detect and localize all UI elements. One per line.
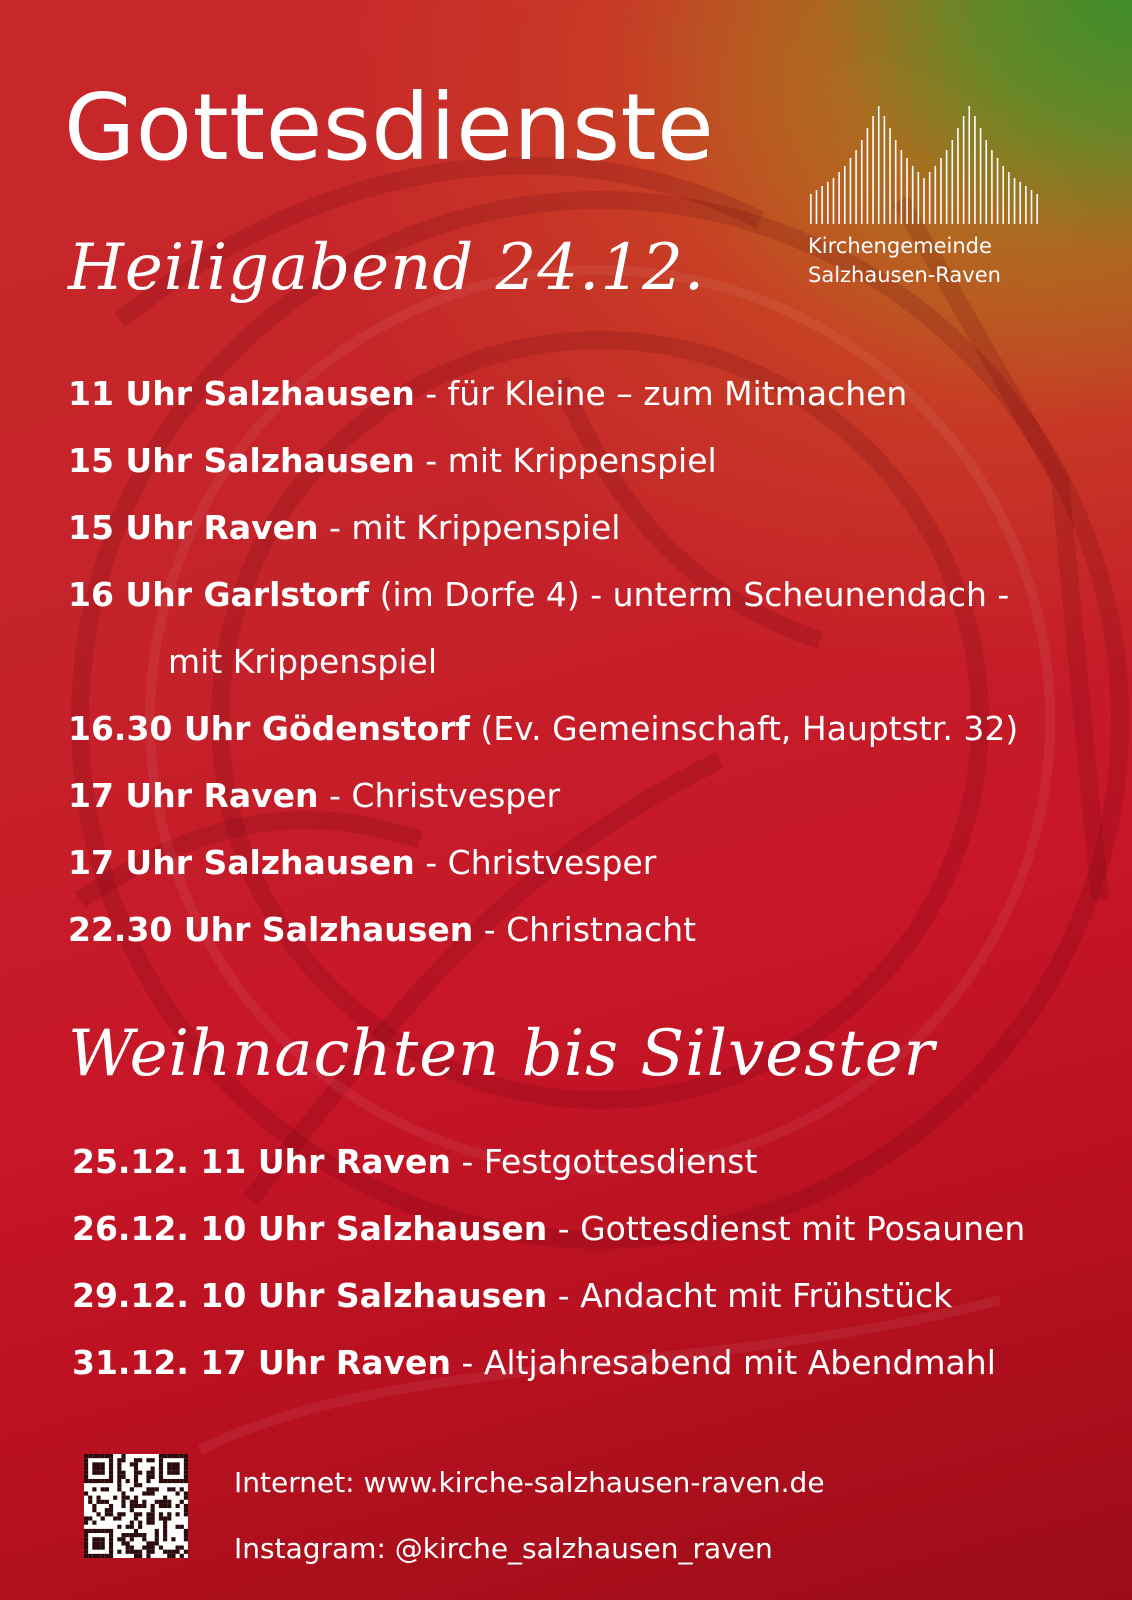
service-description: - Christvesper <box>318 776 561 815</box>
service-time-place: 22.30 Uhr Salzhausen <box>68 910 474 949</box>
service-description: - Gottesdienst mit Posaunen <box>547 1209 1026 1248</box>
service-description: - für Kleine – zum Mitmachen <box>414 374 908 413</box>
service-time-place: 31.12. 17 Uhr Raven <box>72 1343 451 1382</box>
service-time-place: 17 Uhr Salzhausen <box>68 843 415 882</box>
service-description: - Andacht mit Frühstück <box>547 1276 953 1315</box>
list-item <box>68 829 1018 896</box>
list-item <box>68 561 1018 628</box>
qr-code-icon[interactable] <box>84 1454 188 1558</box>
instagram-link[interactable]: Instagram: @kirche_salzhausen_raven <box>234 1532 773 1565</box>
list-item <box>68 695 1018 762</box>
heading-christmas-eve: Heiligabend 24.12. <box>68 231 706 305</box>
service-time-place: 26.12. 10 Uhr Salzhausen <box>72 1209 548 1248</box>
service-description: (Ev. Gemeinschaft, Hauptstr. 32) <box>469 709 1019 748</box>
list-item <box>72 1128 1025 1195</box>
contact-links <box>234 1450 825 1582</box>
page-title: Gottesdienste <box>64 74 715 181</box>
logo-name-line2: Salzhausen-Raven <box>808 263 1001 287</box>
list-item <box>72 1262 1025 1329</box>
service-time-place: 15 Uhr Raven <box>68 508 319 547</box>
service-description: - Christvesper <box>414 843 657 882</box>
service-description: - mit Krippenspiel <box>414 441 717 480</box>
list-item <box>72 1195 1025 1262</box>
organ-pipes-icon <box>808 100 1040 226</box>
logo-name-line1: Kirchengemeinde <box>808 234 992 258</box>
holiday-services <box>72 1128 1025 1396</box>
list-item <box>68 628 1018 695</box>
service-time-place: 29.12. 10 Uhr Salzhausen <box>72 1276 548 1315</box>
list-item <box>68 896 1018 963</box>
christmas-eve-services <box>68 360 1018 963</box>
service-time-place: 16 Uhr Garlstorf <box>68 575 370 614</box>
service-description: mit Krippenspiel <box>168 642 438 681</box>
service-description: - Altjahresabend mit Abendmahl <box>450 1343 996 1382</box>
service-description: - Christnacht <box>473 910 697 949</box>
service-time-place: 15 Uhr Salzhausen <box>68 441 415 480</box>
list-item <box>68 494 1018 561</box>
service-time-place: 16.30 Uhr Gödenstorf <box>68 709 470 748</box>
list-item <box>68 762 1018 829</box>
list-item <box>68 360 1018 427</box>
service-description: - mit Krippenspiel <box>318 508 621 547</box>
service-description: - Festgottesdienst <box>450 1142 758 1181</box>
internet-link[interactable]: Internet: www.kirche-salzhausen-raven.de <box>234 1466 825 1499</box>
church-logo <box>808 100 1048 290</box>
list-item <box>68 427 1018 494</box>
heading-holidays: Weihnachten bis Silvester <box>68 1017 936 1091</box>
service-time-place: 25.12. 11 Uhr Raven <box>72 1142 451 1181</box>
service-description: (im Dorfe 4) - unterm Scheunendach - <box>369 575 1010 614</box>
list-item <box>72 1329 1025 1396</box>
service-time-place: 11 Uhr Salzhausen <box>68 374 415 413</box>
service-time-place: 17 Uhr Raven <box>68 776 319 815</box>
